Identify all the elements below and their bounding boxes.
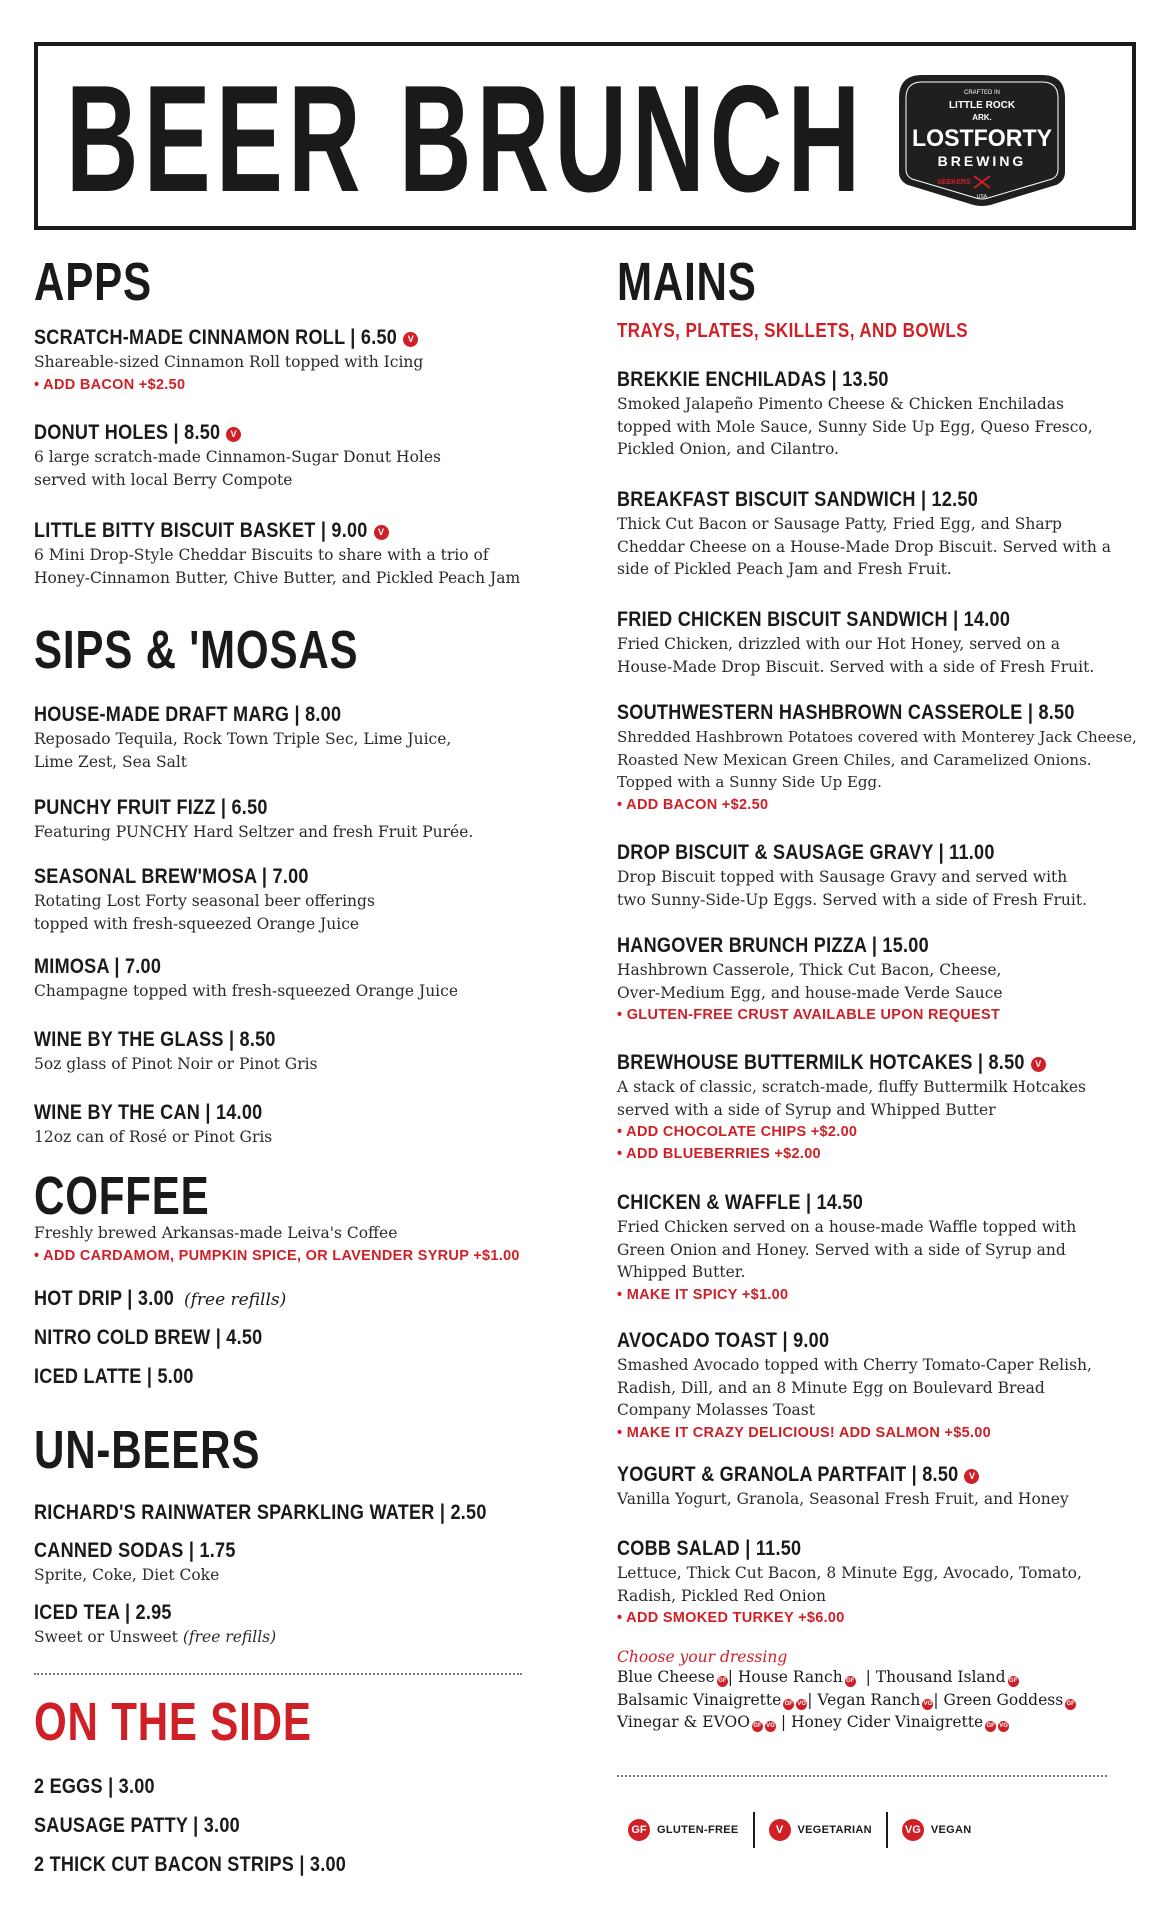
svg-text:ARK.: ARK.	[972, 113, 992, 122]
legend-label: VEGAN	[930, 1824, 972, 1836]
item-name: 2 EGGS | 3.00	[34, 1775, 155, 1798]
legend-label: GLUTEN-FREE	[657, 1824, 739, 1836]
gluten-free-badge-icon: GF	[783, 1699, 794, 1710]
menu-item	[617, 1536, 1137, 1629]
menu-item	[617, 1462, 1137, 1511]
gluten-free-badge-icon: GF	[1008, 1676, 1019, 1687]
section-title-sips: SIPS & 'MOSAS	[34, 620, 359, 680]
item-description: Fried Chicken served on a house-made Waffle topped with Green Onion and Honey. Served with a side of Syrup and Whipped Butter.	[617, 1218, 1077, 1281]
item-description-text: Sweet or Unsweet	[34, 1628, 178, 1646]
item-description: Sprite, Coke, Diet Coke	[34, 1566, 220, 1584]
menu-item	[34, 954, 554, 1003]
item-description: Hashbrown Casserole, Thick Cut Bacon, Cheese, Over-Medium Egg, and house-made Verde Sauce	[617, 961, 1003, 1002]
lost-forty-logo	[892, 68, 1072, 208]
legend-item-vegan	[902, 1812, 986, 1848]
item-description: Shredded Hashbrown Potatoes covered with Monterey Jack Cheese, Roasted New Mexican Green Chiles, and Caramelized Onions. Topped with a Sunny Side Up Egg.	[617, 728, 1137, 791]
legend-label: VEGETARIAN	[797, 1824, 872, 1836]
vegetarian-badge-icon: V	[374, 525, 389, 540]
item-name: LITTLE BITTY BISCUIT BASKET | 9.00	[34, 519, 368, 542]
item-name: COBB SALAD | 11.50	[617, 1537, 802, 1560]
menu-item	[34, 1813, 554, 1839]
section-title-mains: MAINS	[617, 252, 757, 312]
menu-item	[34, 702, 554, 773]
menu-item	[617, 700, 1137, 816]
item-name: NITRO COLD BREW | 4.50	[34, 1326, 263, 1349]
svg-text:BREWING: BREWING	[937, 153, 1027, 169]
svg-text:SEEKERS: SEEKERS	[937, 179, 971, 186]
vegan-badge-icon: VG	[998, 1721, 1009, 1732]
item-name: FRIED CHICKEN BISCUIT SANDWICH | 14.00	[617, 608, 1011, 631]
item-description: Featuring PUNCHY Hard Seltzer and fresh Fruit Purée.	[34, 823, 474, 841]
dressing-row: Blue Cheese GF| House Ranch GF | Thousand Island GF	[617, 1668, 1018, 1686]
item-description: Lettuce, Thick Cut Bacon, 8 Minute Egg, Avocado, Tomato, Radish, Pickled Red Onion	[617, 1564, 1082, 1605]
menu-item	[34, 1538, 554, 1587]
item-name: CHICKEN & WAFFLE | 14.50	[617, 1191, 864, 1214]
menu-title: BEER BRUNCH	[66, 54, 866, 224]
item-name: RICHARD'S RAINWATER SPARKLING WATER | 2.50	[34, 1501, 487, 1524]
mains-subtitle: TRAYS, PLATES, SKILLETS, AND BOWLS	[617, 320, 969, 342]
vegetarian-badge-icon: V	[226, 427, 241, 442]
menu-item	[34, 420, 554, 491]
vegan-icon: VG	[902, 1819, 924, 1841]
item-addon: • ADD CHOCOLATE CHIPS +$2.00	[617, 1121, 1137, 1143]
dressing-option: Thousand Island	[875, 1668, 1006, 1686]
item-description: A stack of classic, scratch-made, fluffy Buttermilk Hotcakes served with a side of Syrup and Whipped Butter	[617, 1078, 1087, 1119]
menu-item	[34, 864, 554, 935]
item-addon: • ADD BACON +$2.50	[617, 794, 1137, 816]
gluten-free-icon: GF	[628, 1819, 650, 1841]
dressing-row: Vinegar & EVOO GF VG | Honey Cider Vinaigrette GF VG	[617, 1713, 1008, 1731]
item-description: Thick Cut Bacon or Sausage Patty, Fried Egg, and Sharp Cheddar Cheese on a House-Made Drop Biscuit. Served with a side of Pickled Peach Jam and Fresh Fruit.	[617, 515, 1112, 578]
item-description: 12oz can of Rosé or Pinot Gris	[34, 1128, 273, 1146]
item-name: 2 THICK CUT BACON STRIPS | 3.00	[34, 1853, 347, 1876]
item-name: YOGURT & GRANOLA PARTFAIT | 8.50	[617, 1463, 959, 1486]
dressing-option: Vinegar & EVOO	[617, 1713, 750, 1731]
menu-item	[34, 1500, 554, 1526]
divider	[617, 1775, 1107, 1777]
item-description: Fried Chicken, drizzled with our Hot Honey, served on a House-Made Drop Biscuit. Served with a side of Fresh Fruit.	[617, 635, 1095, 676]
item-name: DONUT HOLES | 8.50	[34, 421, 221, 444]
svg-text:CRAFTED IN: CRAFTED IN	[964, 90, 1000, 96]
item-addon: • ADD SMOKED TURKEY +$6.00	[617, 1607, 1137, 1629]
item-description: 5oz glass of Pinot Noir or Pinot Gris	[34, 1055, 318, 1073]
item-name: BREWHOUSE BUTTERMILK HOTCAKES | 8.50	[617, 1051, 1025, 1074]
item-name: DROP BISCUIT & SAUSAGE GRAVY | 11.00	[617, 841, 995, 864]
menu-item	[34, 1286, 554, 1312]
menu-item	[34, 795, 554, 844]
item-name: HANGOVER BRUNCH PIZZA | 15.00	[617, 934, 929, 957]
section-title-side: ON THE SIDE	[34, 1692, 312, 1752]
menu-item	[617, 933, 1137, 1026]
coffee-addon: • ADD CARDAMOM, PUMPKIN SPICE, OR LAVENDER SYRUP +$1.00	[34, 1245, 554, 1267]
item-description: 6 large scratch-made Cinnamon-Sugar Donut Holes served with local Berry Compote	[34, 448, 441, 489]
menu-item	[617, 487, 1137, 581]
svg-text:USA: USA	[976, 194, 988, 200]
item-description: Reposado Tequila, Rock Town Triple Sec, Lime Juice, Lime Zest, Sea Salt	[34, 730, 452, 771]
item-addon: • GLUTEN-FREE CRUST AVAILABLE UPON REQUEST	[617, 1004, 1137, 1026]
section-title-apps: APPS	[34, 252, 152, 312]
item-note: (free refills)	[183, 1290, 287, 1310]
item-name: ICED LATTE | 5.00	[34, 1365, 194, 1388]
item-description: 6 Mini Drop-Style Cheddar Biscuits to share with a trio of Honey-Cinnamon Butter, Chive Butter, and Pickled Peach Jam	[34, 546, 521, 587]
item-description: Rotating Lost Forty seasonal beer offerings topped with fresh-squeezed Orange Juice	[34, 892, 375, 933]
menu-item	[34, 518, 554, 589]
item-name: ICED TEA | 2.95	[34, 1601, 172, 1624]
dressing-option: Green Goddess	[943, 1690, 1064, 1709]
gluten-free-badge-icon: GF	[985, 1721, 996, 1732]
item-name: SAUSAGE PATTY | 3.00	[34, 1814, 240, 1837]
diet-legend	[628, 1810, 999, 1850]
menu-header	[34, 42, 1136, 230]
item-addon: • ADD BLUEBERRIES +$2.00	[617, 1143, 1137, 1165]
dressing-option: Blue Cheese	[617, 1668, 715, 1686]
svg-text:LITTLE ROCK: LITTLE ROCK	[948, 100, 1016, 111]
dressing-label: Choose your dressing	[617, 1648, 788, 1666]
item-addon: • MAKE IT CRAZY DELICIOUS! ADD SALMON +$5.00	[617, 1422, 1137, 1444]
item-name: SOUTHWESTERN HASHBROWN CASSEROLE | 8.50	[617, 701, 1075, 724]
gluten-free-badge-icon: GF	[1065, 1699, 1076, 1710]
menu-item	[617, 1328, 1137, 1444]
item-name: BREAKFAST BISCUIT SANDWICH | 12.50	[617, 488, 979, 511]
item-description: Smashed Avocado topped with Cherry Tomato-Caper Relish, Radish, Dill, and an 8 Minute Egg on Boulevard Bread Company Molasses Toast	[617, 1356, 1092, 1419]
item-description: Shareable-sized Cinnamon Roll topped with Icing	[34, 353, 424, 371]
item-name: BREKKIE ENCHILADAS | 13.50	[617, 368, 889, 391]
vegan-badge-icon: VG	[922, 1699, 933, 1710]
item-name: PUNCHY FRUIT FIZZ | 6.50	[34, 796, 268, 819]
item-name: WINE BY THE GLASS | 8.50	[34, 1028, 276, 1051]
legend-item-vegetarian	[769, 1812, 888, 1848]
coffee-intro	[34, 1222, 554, 1267]
item-name: MIMOSA | 7.00	[34, 955, 162, 978]
vegetarian-icon: V	[769, 1819, 791, 1841]
item-name: HOUSE-MADE DRAFT MARG | 8.00	[34, 703, 342, 726]
menu-item	[617, 840, 1137, 911]
section-title-coffee: COFFEE	[34, 1166, 210, 1226]
item-name: HOT DRIP | 3.00	[34, 1287, 175, 1310]
menu-item	[617, 1050, 1137, 1165]
menu-item	[617, 1190, 1137, 1306]
menu-item	[617, 607, 1137, 678]
item-name: AVOCADO TOAST | 9.00	[617, 1329, 830, 1352]
item-name: SEASONAL BREW'MOSA | 7.00	[34, 865, 309, 888]
vegetarian-badge-icon: V	[964, 1469, 979, 1484]
divider	[34, 1673, 522, 1675]
gluten-free-badge-icon: GF	[845, 1676, 856, 1687]
item-addon: • MAKE IT SPICY +$1.00	[617, 1284, 1137, 1306]
item-description: Vanilla Yogurt, Granola, Seasonal Fresh Fruit, and Honey	[617, 1490, 1069, 1508]
coffee-description: Freshly brewed Arkansas-made Leiva's Coffee	[34, 1224, 398, 1242]
svg-text:LOSTFORTY: LOSTFORTY	[912, 125, 1052, 152]
vegan-badge-icon: VG	[765, 1721, 776, 1732]
menu-item	[34, 1100, 554, 1149]
dressing-option: Balsamic Vinaigrette	[617, 1690, 782, 1709]
dressing-option: Vegan Ranch	[817, 1690, 921, 1709]
dressing-option: Honey Cider Vinaigrette	[791, 1713, 984, 1731]
gluten-free-badge-icon: GF	[752, 1721, 763, 1732]
item-description	[34, 1626, 554, 1649]
item-name: WINE BY THE CAN | 14.00	[34, 1101, 263, 1124]
item-description: Smoked Jalapeño Pimento Cheese & Chicken Enchiladas topped with Mole Sauce, Sunny Side Up Egg, Queso Fresco, Pickled Onion, and Cilantro.	[617, 395, 1093, 458]
section-title-unbeers: UN-BEERS	[34, 1420, 261, 1480]
menu-item	[617, 367, 1137, 461]
vegetarian-badge-icon: V	[1031, 1057, 1046, 1072]
menu-item	[34, 1852, 554, 1878]
item-name: CANNED SODAS | 1.75	[34, 1539, 236, 1562]
dressing-row: Balsamic Vinaigrette GF VG| Vegan Ranch VG| Green Goddess GF	[617, 1690, 1075, 1709]
dressing-options	[617, 1648, 1137, 1734]
menu-item	[34, 1600, 554, 1649]
menu-item	[34, 325, 554, 396]
item-note: (free refills)	[182, 1628, 277, 1646]
legend-item-gluten-free	[628, 1812, 755, 1848]
item-addon: • ADD BACON +$2.50	[34, 374, 554, 396]
menu-item	[34, 1364, 554, 1390]
vegetarian-badge-icon: V	[403, 332, 418, 347]
gluten-free-badge-icon: GF	[717, 1676, 728, 1687]
menu-item	[34, 1027, 554, 1076]
dressing-option: House Ranch	[737, 1668, 843, 1686]
item-name: SCRATCH-MADE CINNAMON ROLL | 6.50	[34, 326, 398, 349]
item-description: Champagne topped with fresh-squeezed Orange Juice	[34, 982, 458, 1000]
item-description: Drop Biscuit topped with Sausage Gravy and served with two Sunny-Side-Up Eggs. Served with a side of Fresh Fruit.	[617, 868, 1088, 909]
vegan-badge-icon: VG	[796, 1699, 807, 1710]
menu-item	[34, 1325, 554, 1351]
menu-item	[34, 1774, 554, 1800]
